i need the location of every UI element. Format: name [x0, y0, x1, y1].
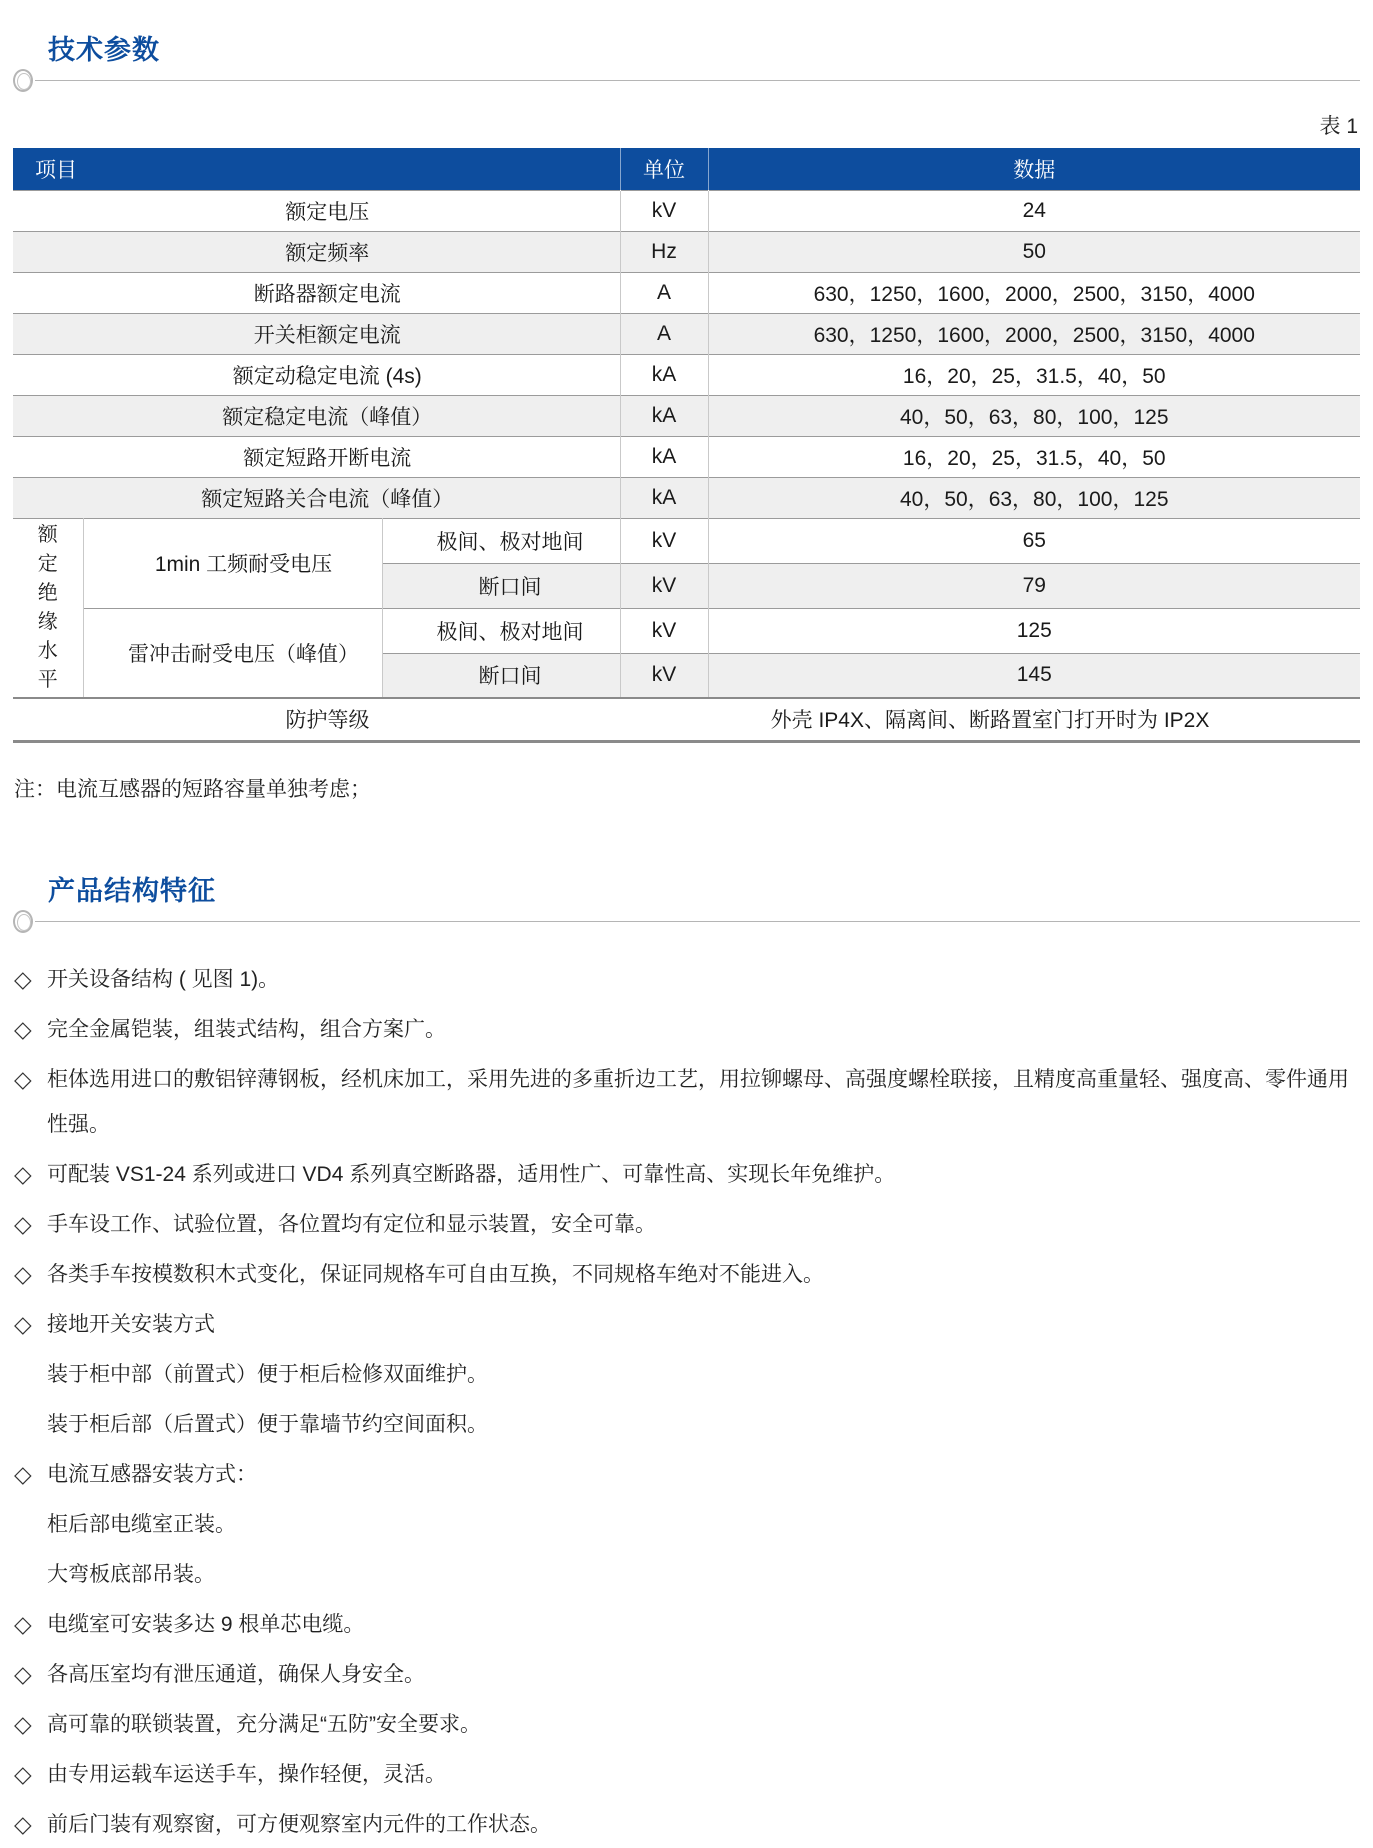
feature-subitem — [14, 1402, 1360, 1447]
feature-item — [14, 1652, 1360, 1697]
insulation-row — [13, 518, 1360, 563]
bullet-spacer — [14, 1352, 47, 1397]
section-title-features: 产品结构特征 — [48, 875, 216, 906]
column-header-unit: 单位 — [620, 148, 708, 190]
feature-subitem — [14, 1502, 1360, 1547]
feature-text: 高可靠的联锁装置，充分满足“五防”安全要求。 — [47, 1712, 481, 1736]
table-note: 注：电流互感器的短路容量单独考虑； — [14, 777, 371, 801]
ring-icon — [13, 69, 33, 92]
row-data: 79 — [708, 563, 1360, 608]
table-row — [13, 272, 1360, 313]
row-data: 145 — [708, 653, 1360, 698]
insulation-scope: 断口间 — [382, 653, 620, 698]
protection-row — [13, 698, 1360, 741]
feature-text: 开关设备结构 ( 见图 1)。 — [47, 967, 280, 991]
feature-item — [14, 1202, 1360, 1247]
feature-text: 电流互感器安装方式： — [47, 1462, 257, 1486]
feature-item — [14, 1602, 1360, 1647]
diamond-bullet-icon: ◇ — [14, 965, 32, 992]
row-data: 65 — [708, 518, 1360, 563]
diamond-bullet-icon: ◇ — [14, 1310, 32, 1337]
row-unit: kV — [620, 653, 708, 698]
feature-text: 电缆室可安装多达 9 根单芯电缆。 — [47, 1612, 365, 1636]
feature-item — [14, 1702, 1360, 1747]
feature-text: 接地开关安装方式 — [47, 1312, 215, 1336]
bullet-spacer — [14, 1402, 47, 1447]
insulation-type: 1min 工频耐受电压 — [83, 518, 382, 608]
section-title-tech: 技术参数 — [48, 35, 160, 65]
vertical-label-text: 额定绝缘水平 — [37, 523, 58, 691]
row-data: 40，50，63，80，100，125 — [708, 395, 1360, 436]
feature-text: 大弯板底部吊装。 — [47, 1562, 215, 1586]
row-data: 外壳 IP4X、隔离间、断路置室门打开时为 IP2X — [620, 698, 1360, 741]
feature-item — [14, 1302, 1360, 1347]
feature-text: 装于柜中部（前置式）便于柜后检修双面维护。 — [47, 1362, 488, 1386]
insulation-row — [13, 608, 1360, 653]
table-row — [13, 436, 1360, 477]
feature-text: 由专用运载车运送手车，操作轻便，灵活。 — [47, 1762, 446, 1786]
feature-item — [14, 1802, 1360, 1847]
table-row — [13, 313, 1360, 354]
feature-text: 手车设工作、试验位置，各位置均有定位和显示装置，安全可靠。 — [47, 1212, 656, 1236]
row-item: 额定稳定电流（峰值） — [13, 395, 620, 436]
feature-item — [14, 1057, 1360, 1147]
table-row — [13, 477, 1360, 518]
section-technical-parameters — [0, 0, 1373, 94]
feature-subitem — [14, 1352, 1360, 1397]
feature-text: 柜后部电缆室正装。 — [47, 1512, 236, 1536]
table-label: 表 1 — [1319, 115, 1358, 138]
feature-item — [14, 1752, 1360, 1797]
row-item: 额定短路关合电流（峰值） — [13, 477, 620, 518]
diamond-bullet-icon: ◇ — [14, 1065, 32, 1092]
row-item: 额定短路开断电流 — [13, 436, 620, 477]
feature-text: 装于柜后部（后置式）便于靠墙节约空间面积。 — [47, 1412, 488, 1436]
table-row — [13, 395, 1360, 436]
row-unit: kV — [620, 190, 708, 231]
row-unit: kA — [620, 395, 708, 436]
feature-item — [14, 1152, 1360, 1197]
feature-text: 完全金属铠装，组装式结构，组合方案广。 — [47, 1017, 446, 1041]
diamond-bullet-icon: ◇ — [14, 1810, 32, 1837]
diamond-bullet-icon: ◇ — [14, 1160, 32, 1187]
row-item: 额定电压 — [13, 190, 620, 231]
divider-line — [35, 80, 1360, 81]
diamond-bullet-icon: ◇ — [14, 1015, 32, 1042]
feature-item — [14, 1252, 1360, 1297]
row-unit: kA — [620, 477, 708, 518]
feature-text: 各高压室均有泄压通道，确保人身安全。 — [47, 1662, 425, 1686]
row-unit: kA — [620, 354, 708, 395]
row-data: 125 — [708, 608, 1360, 653]
diamond-bullet-icon: ◇ — [14, 1710, 32, 1737]
diamond-bullet-icon: ◇ — [14, 1660, 32, 1687]
insulation-scope: 极间、极对地间 — [382, 608, 620, 653]
feature-text: 前后门装有观察窗，可方便观察室内元件的工作状态。 — [47, 1812, 551, 1836]
row-data: 630，1250，1600，2000，2500，3150，4000 — [708, 313, 1360, 354]
diamond-bullet-icon: ◇ — [14, 1260, 32, 1287]
divider-line — [35, 921, 1360, 922]
row-item: 额定频率 — [13, 231, 620, 272]
feature-subitem — [14, 1552, 1360, 1597]
row-data: 24 — [708, 190, 1360, 231]
insulation-scope: 极间、极对地间 — [382, 518, 620, 563]
row-unit: kV — [620, 518, 708, 563]
row-item: 防护等级 — [13, 698, 620, 741]
row-unit: kV — [620, 563, 708, 608]
feature-item — [14, 957, 1360, 1002]
bullet-spacer — [14, 1552, 47, 1597]
parameters-table — [13, 148, 1360, 743]
row-data: 50 — [708, 231, 1360, 272]
row-unit: Hz — [620, 231, 708, 272]
row-data: 630，1250，1600，2000，2500，3150，4000 — [708, 272, 1360, 313]
row-item: 开关柜额定电流 — [13, 313, 620, 354]
table-row — [13, 231, 1360, 272]
insulation-group-label — [13, 518, 83, 698]
insulation-type: 雷冲击耐受电压（峰值） — [83, 608, 382, 698]
diamond-bullet-icon: ◇ — [14, 1210, 32, 1237]
feature-text: 柜体选用进口的敷铝锌薄钢板，经机床加工，采用先进的多重折边工艺，用拉铆螺母、高强度螺栓联接，且精度高重量轻、强度高、零件通用性强。 — [47, 1067, 1349, 1136]
section-product-features — [0, 869, 1373, 935]
table-header-row — [13, 148, 1360, 190]
row-data: 16，20，25，31.5，40，50 — [708, 436, 1360, 477]
column-header-item: 项目 — [13, 148, 620, 190]
insulation-scope: 断口间 — [382, 563, 620, 608]
diamond-bullet-icon: ◇ — [14, 1460, 32, 1487]
column-header-data: 数据 — [708, 148, 1360, 190]
row-data: 40，50，63，80，100，125 — [708, 477, 1360, 518]
table-row — [13, 354, 1360, 395]
section-divider — [0, 909, 1373, 935]
diamond-bullet-icon: ◇ — [14, 1760, 32, 1787]
row-data: 16，20，25，31.5，40，50 — [708, 354, 1360, 395]
row-unit: A — [620, 272, 708, 313]
bullet-spacer — [14, 1502, 47, 1547]
ring-icon — [13, 910, 33, 933]
feature-text: 可配装 VS1-24 系列或进口 VD4 系列真空断路器，适用性广、可靠性高、实现长年免维护。 — [47, 1162, 896, 1186]
row-unit: kA — [620, 436, 708, 477]
feature-item — [14, 1007, 1360, 1052]
row-unit: A — [620, 313, 708, 354]
row-item: 断路器额定电流 — [13, 272, 620, 313]
table-row — [13, 190, 1360, 231]
feature-list — [14, 957, 1360, 1847]
diamond-bullet-icon: ◇ — [14, 1610, 32, 1637]
row-item: 额定动稳定电流 (4s) — [13, 354, 620, 395]
row-unit: kV — [620, 608, 708, 653]
feature-item — [14, 1452, 1360, 1497]
section-divider — [0, 68, 1373, 94]
feature-text: 各类手车按模数积木式变化，保证同规格车可自由互换，不同规格车绝对不能进入。 — [47, 1262, 824, 1286]
